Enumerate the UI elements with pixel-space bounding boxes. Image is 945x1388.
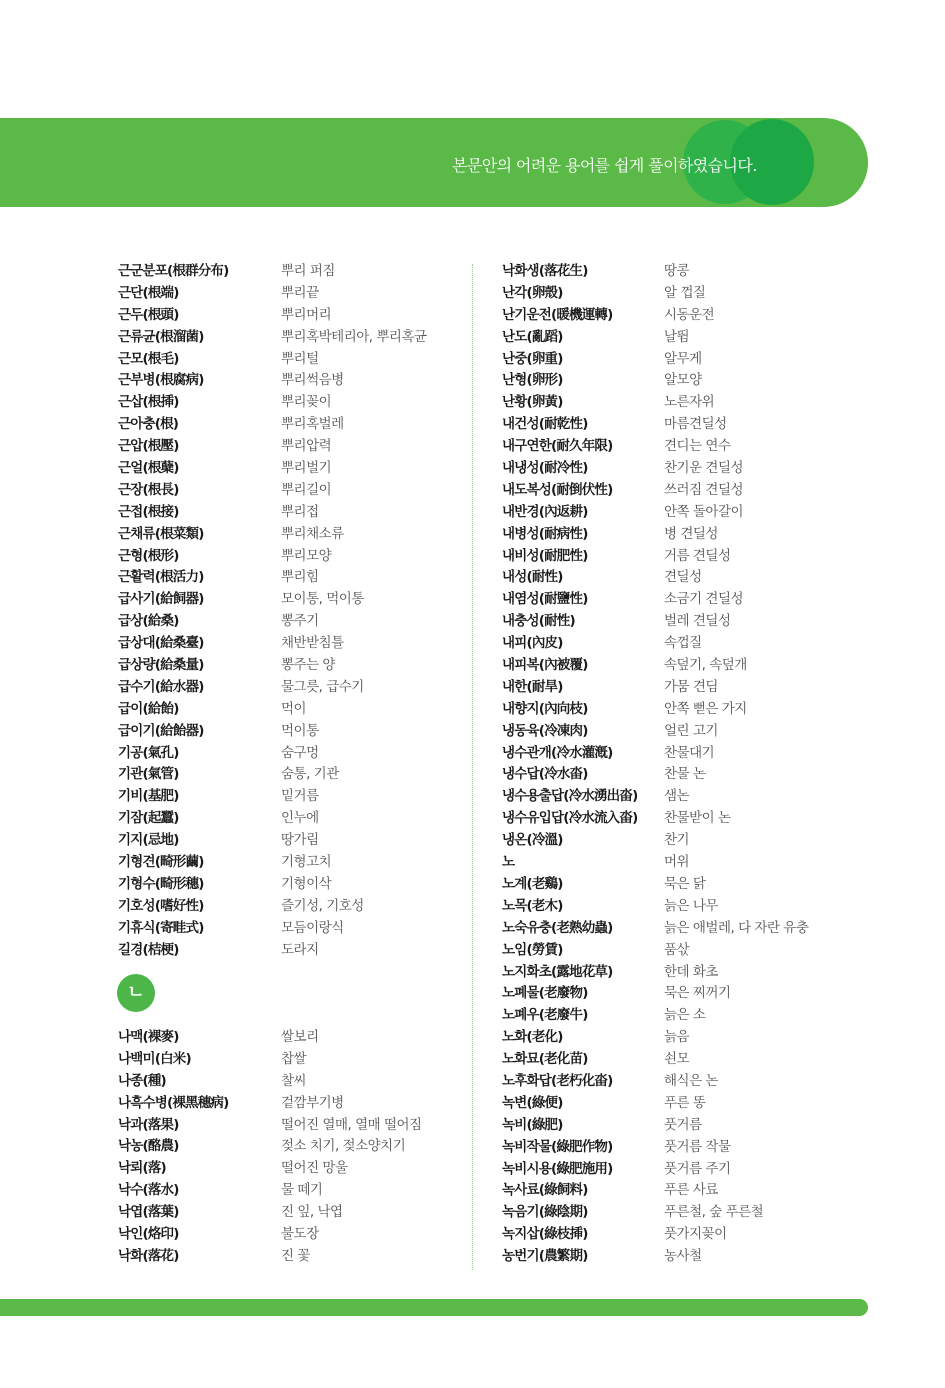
glossary-term: 내향지(內向枝) (502, 700, 588, 717)
glossary-entry (502, 567, 882, 589)
glossary-meaning: 견디는 연수 (664, 438, 731, 455)
glossary-term: 내구연한(耐久年限) (502, 438, 613, 455)
glossary-entry (118, 261, 458, 283)
glossary-entry (502, 743, 882, 765)
glossary-meaning: 해식은 논 (664, 1072, 718, 1089)
glossary-meaning: 뿌리벌기 (281, 460, 332, 477)
glossary-term: 난중(卵重) (502, 350, 563, 367)
section-badge: ㄴ (117, 974, 155, 1012)
glossary-meaning: 밑거름 (281, 788, 319, 805)
glossary-entry (118, 699, 458, 721)
glossary-meaning: 찹쌀 (281, 1050, 307, 1067)
glossary-term: 노 (502, 854, 515, 871)
glossary-entry (502, 458, 882, 480)
glossary-meaning: 물그릇, 급수기 (281, 678, 364, 695)
glossary-entry (502, 392, 882, 414)
glossary-meaning: 진 꽃 (281, 1247, 310, 1264)
glossary-meaning: 속덮기, 속덮개 (664, 657, 747, 674)
glossary-term: 난형(卵形) (502, 372, 563, 389)
glossary-term: 낙뢰(落) (118, 1160, 166, 1177)
glossary-term: 급상량(給桑量) (118, 657, 204, 674)
glossary-term: 낙화(落花) (118, 1247, 179, 1264)
glossary-entry (502, 764, 882, 786)
glossary-entry (502, 589, 882, 611)
glossary-meaning: 뿌리힘 (281, 569, 319, 586)
glossary-term: 낙농(酪農) (118, 1138, 179, 1155)
glossary-term: 근장(根長) (118, 481, 179, 498)
glossary-entry (502, 1115, 882, 1137)
glossary-term: 노폐물(老廢物) (502, 985, 588, 1002)
glossary-entry (118, 392, 458, 414)
glossary-entry (118, 1115, 458, 1137)
glossary-meaning: 불도장 (281, 1226, 319, 1243)
glossary-meaning: 찬물받이 논 (664, 810, 731, 827)
glossary-entry (118, 305, 458, 327)
glossary-meaning: 뿌리 퍼짐 (281, 263, 335, 279)
glossary-entry (502, 1246, 882, 1268)
glossary-meaning: 숨구멍 (281, 744, 319, 761)
glossary-meaning: 풋거름 (664, 1116, 702, 1133)
glossary-term: 낙과(落果) (118, 1116, 179, 1133)
glossary-meaning: 뿌리혹벌레 (281, 416, 344, 433)
glossary-meaning: 늙은 소 (664, 1007, 706, 1024)
glossary-meaning: 숨통, 기관 (281, 766, 339, 783)
glossary-entry (502, 1159, 882, 1181)
glossary-term: 기형견(畸形繭) (118, 854, 204, 871)
glossary-term: 급수기(給水器) (118, 678, 204, 695)
glossary-meaning: 소금기 견딜성 (664, 591, 744, 608)
glossary-entry (118, 1093, 458, 1115)
glossary-entry (118, 1049, 458, 1071)
glossary-term: 근압(根壓) (118, 438, 179, 455)
glossary-term: 급상(給桑) (118, 613, 179, 630)
glossary-entry (502, 1005, 882, 1027)
glossary-term: 낙수(落水) (118, 1182, 179, 1199)
glossary-term: 난기운전(暖機運轉) (502, 306, 613, 323)
glossary-meaning: 찬물 논 (664, 766, 706, 783)
glossary-meaning: 찬물대기 (664, 744, 715, 761)
glossary-meaning: 쇤모 (664, 1051, 690, 1068)
glossary-entry (118, 283, 458, 305)
glossary-entry (118, 546, 458, 568)
glossary-term: 근삽(根揷) (118, 394, 179, 411)
glossary-entry (118, 567, 458, 589)
glossary-entry (118, 480, 458, 502)
glossary-term: 나흑수병(裸黑穗病) (118, 1094, 229, 1111)
glossary-meaning: 찬기 (664, 832, 690, 849)
glossary-entry (118, 743, 458, 765)
glossary-term: 노계(老鷄) (502, 875, 563, 892)
glossary-entry (118, 874, 458, 896)
glossary-term: 급사기(給飼器) (118, 591, 204, 608)
glossary-meaning: 뿌리접 (281, 503, 319, 520)
glossary-term: 내병성(耐病性) (502, 525, 588, 542)
glossary-meaning: 땅콩 (664, 263, 690, 279)
glossary-entry (118, 436, 458, 458)
glossary-meaning: 풋거름 주기 (664, 1160, 731, 1177)
glossary-entry (118, 1202, 458, 1224)
glossary-term: 근아충(根) (118, 416, 179, 433)
glossary-term: 근단(根端) (118, 284, 179, 301)
glossary-entry (502, 721, 882, 743)
glossary-meaning: 머위 (664, 854, 690, 871)
glossary-term: 냉수답(冷水畓) (502, 766, 588, 783)
glossary-entry (502, 502, 882, 524)
glossary-entry (502, 283, 882, 305)
glossary-term: 급이(給飴) (118, 700, 179, 717)
glossary-entry (502, 962, 882, 984)
glossary-entry (118, 918, 458, 940)
glossary-meaning: 벌레 견딜성 (664, 613, 731, 630)
glossary-list-right (502, 261, 882, 1268)
glossary-entry (118, 589, 458, 611)
glossary-entry (502, 327, 882, 349)
glossary-entry (502, 1137, 882, 1159)
glossary-meaning: 농사철 (664, 1248, 702, 1265)
glossary-entry (502, 918, 882, 940)
glossary-entry (118, 458, 458, 480)
glossary-term: 노지화초(露地花草) (502, 963, 613, 980)
glossary-entry (118, 1071, 458, 1093)
glossary-term: 기지(忌地) (118, 832, 179, 849)
glossary-meaning: 모듬이랑식 (281, 919, 344, 936)
glossary-meaning: 먹이통 (281, 722, 319, 739)
glossary-term: 녹음기(綠陰期) (502, 1204, 588, 1221)
glossary-term: 나종(種) (118, 1072, 166, 1089)
glossary-meaning: 땅가림 (281, 832, 319, 849)
glossary-meaning: 풋거름 작물 (664, 1138, 731, 1155)
glossary-meaning: 뿌리끝 (281, 284, 319, 301)
glossary-entry (118, 633, 458, 655)
glossary-meaning: 시동운전 (664, 306, 715, 323)
glossary-meaning: 늙음 (664, 1029, 690, 1046)
glossary-meaning: 가뭄 견딤 (664, 678, 718, 695)
glossary-term: 근채류(根菜類) (118, 525, 204, 542)
glossary-term: 낙화생(落花生) (502, 263, 588, 279)
glossary-entry (502, 480, 882, 502)
glossary-entry (502, 1027, 882, 1049)
glossary-entry (502, 983, 882, 1005)
glossary-meaning: 채반받침틀 (281, 635, 344, 652)
glossary-entry (118, 1027, 458, 1049)
glossary-entry (502, 808, 882, 830)
glossary-term: 노폐우(老廢牛) (502, 1007, 588, 1024)
glossary-meaning: 한데 화초 (664, 963, 718, 980)
column-divider (472, 264, 473, 1270)
glossary-entry (502, 349, 882, 371)
glossary-entry (502, 655, 882, 677)
glossary-term: 내냉성(耐冷性) (502, 460, 588, 477)
glossary-entry (118, 1158, 458, 1180)
glossary-entry (118, 786, 458, 808)
glossary-meaning: 모이통, 먹이통 (281, 591, 364, 608)
glossary-meaning: 뿌리채소류 (281, 525, 344, 542)
glossary-term: 근군분포(根群分布) (118, 263, 229, 279)
glossary-term: 나백미(白米) (118, 1050, 191, 1067)
glossary-meaning: 뽕주기 (281, 613, 319, 630)
glossary-meaning: 겉깜부기병 (281, 1094, 344, 1111)
glossary-term: 농번기(農繁期) (502, 1248, 588, 1265)
glossary-term: 내건성(耐乾性) (502, 416, 588, 433)
glossary-meaning: 묵은 찌꺼기 (664, 985, 731, 1002)
glossary-term: 근부병(根腐病) (118, 372, 204, 389)
glossary-entry (502, 1224, 882, 1246)
glossary-term: 근두(根頭) (118, 306, 179, 323)
glossary-meaning: 인누에 (281, 810, 319, 827)
glossary-meaning: 샘논 (664, 788, 690, 805)
glossary-meaning: 거름 견딜성 (664, 547, 731, 564)
glossary-meaning: 떨어진 망울 (281, 1160, 348, 1177)
glossary-list-left-bottom (118, 1027, 458, 1268)
glossary-term: 근류균(根溜菌) (118, 328, 204, 345)
glossary-meaning: 푸른철, 숲 푸른철 (664, 1204, 764, 1221)
glossary-term: 노숙유충(老熟幼蟲) (502, 919, 613, 936)
glossary-entry (118, 896, 458, 918)
glossary-term: 난황(卵黃) (502, 394, 563, 411)
glossary-meaning: 찰씨 (281, 1072, 307, 1089)
glossary-term: 난각(卵殼) (502, 284, 563, 301)
glossary-meaning: 날뜀 (664, 328, 690, 345)
glossary-meaning: 쓰러짐 견딜성 (664, 481, 744, 498)
glossary-entry (502, 874, 882, 896)
footer-bar (0, 1299, 868, 1316)
glossary-entry (118, 1136, 458, 1158)
glossary-term: 기공(氣孔) (118, 744, 179, 761)
glossary-term: 급상대(給桑臺) (118, 635, 204, 652)
glossary-meaning: 쌀보리 (281, 1029, 319, 1045)
glossary-entry (118, 940, 458, 962)
glossary-entry (502, 830, 882, 852)
glossary-term: 냉동육(冷凍肉) (502, 722, 588, 739)
glossary-term: 기휴식(寄畦式) (118, 919, 204, 936)
banner-text: 본문안의 어려운 용어를 쉽게 풀이하였습니다. (452, 156, 757, 175)
glossary-meaning: 기형이삭 (281, 875, 332, 892)
glossary-term: 녹변(綠便) (502, 1094, 563, 1111)
glossary-term: 녹비(綠肥) (502, 1116, 563, 1133)
glossary-entry (118, 327, 458, 349)
glossary-meaning: 젖소 치기, 젖소양치기 (281, 1138, 406, 1155)
glossary-meaning: 늙은 애벌레, 다 자란 유충 (664, 919, 809, 936)
glossary-entry (118, 349, 458, 371)
glossary-meaning: 알 껍질 (664, 284, 706, 301)
glossary-term: 근얼(根蘖) (118, 460, 179, 477)
glossary-term: 근활력(根活力) (118, 569, 204, 586)
glossary-meaning: 얼린 고기 (664, 722, 718, 739)
glossary-entry (502, 1093, 882, 1115)
glossary-term: 녹사료(綠飼料) (502, 1182, 588, 1199)
glossary-entry (502, 1071, 882, 1093)
glossary-entry (118, 414, 458, 436)
glossary-entry (502, 546, 882, 568)
glossary-meaning: 도라지 (281, 941, 319, 958)
glossary-term: 근접(根接) (118, 503, 179, 520)
glossary-meaning: 찬기운 견딜성 (664, 460, 744, 477)
glossary-term: 내피(內皮) (502, 635, 563, 652)
glossary-term: 냉온(冷溫) (502, 832, 563, 849)
glossary-entry (502, 786, 882, 808)
glossary-meaning: 푸른 똥 (664, 1094, 706, 1111)
glossary-term: 길경(桔梗) (118, 941, 179, 958)
glossary-meaning: 마름견딜성 (664, 416, 727, 433)
glossary-term: 기형수(畸形穗) (118, 875, 204, 892)
glossary-meaning: 뿌리혹박테리아, 뿌리혹균 (281, 328, 427, 345)
glossary-meaning: 뿌리모양 (281, 547, 332, 564)
glossary-entry (502, 677, 882, 699)
glossary-term: 낙인(烙印) (118, 1226, 179, 1243)
glossary-term: 내비성(耐肥性) (502, 547, 588, 564)
glossary-entry (118, 830, 458, 852)
glossary-meaning: 물 떼기 (281, 1182, 323, 1199)
glossary-entry (502, 699, 882, 721)
glossary-term: 냉수용출답(冷水湧出畓) (502, 788, 638, 805)
glossary-entry (502, 1202, 882, 1224)
glossary-term: 낙엽(落葉) (118, 1204, 179, 1221)
glossary-term: 내도복성(耐倒伏性) (502, 481, 613, 498)
glossary-term: 내성(耐性) (502, 569, 563, 586)
glossary-term: 근모(根毛) (118, 350, 179, 367)
glossary-entry (118, 808, 458, 830)
glossary-meaning: 뿌리압력 (281, 438, 332, 455)
glossary-meaning: 풋가지꽂이 (664, 1226, 727, 1243)
glossary-entry (118, 1246, 458, 1268)
glossary-entry (118, 721, 458, 743)
glossary-meaning: 즐기성, 기호성 (281, 897, 364, 914)
glossary-meaning: 푸른 사료 (664, 1182, 718, 1199)
glossary-entry (118, 611, 458, 633)
glossary-meaning: 떨어진 열매, 열매 떨어짐 (281, 1116, 422, 1133)
header-banner (0, 118, 868, 207)
glossary-entry (118, 524, 458, 546)
glossary-entry (502, 261, 882, 283)
glossary-meaning: 견딜성 (664, 569, 702, 586)
glossary-term: 기비(基肥) (118, 788, 179, 805)
glossary-term: 녹지삽(綠枝揷) (502, 1226, 588, 1243)
glossary-entry (118, 370, 458, 392)
glossary-entry (118, 1224, 458, 1246)
glossary-term: 내반경(內返耕) (502, 503, 588, 520)
glossary-entry (502, 852, 882, 874)
glossary-meaning: 품삯 (664, 941, 690, 958)
glossary-meaning: 묵은 닭 (664, 875, 706, 892)
glossary-term: 내충성(耐性) (502, 613, 575, 630)
glossary-meaning: 속껍질 (664, 635, 702, 652)
glossary-entry (118, 502, 458, 524)
glossary-term: 내피복(內被覆) (502, 657, 588, 674)
glossary-meaning: 뿌리털 (281, 350, 319, 367)
glossary-term: 기관(氣管) (118, 766, 179, 783)
glossary-meaning: 기형고치 (281, 854, 332, 871)
glossary-meaning: 늙은 나무 (664, 897, 718, 914)
glossary-meaning: 뿌리길이 (281, 481, 332, 498)
glossary-meaning: 병 견딜성 (664, 525, 718, 542)
glossary-term: 노화묘(老化苗) (502, 1051, 588, 1068)
glossary-entry (502, 414, 882, 436)
glossary-entry (502, 524, 882, 546)
glossary-term: 냉수유입답(冷水流入畓) (502, 810, 638, 827)
glossary-term: 급이기(給飴器) (118, 722, 204, 739)
glossary-term: 기잠(起蠶) (118, 810, 179, 827)
glossary-entry (502, 305, 882, 327)
glossary-entry (118, 1180, 458, 1202)
glossary-meaning: 알모양 (664, 372, 702, 389)
glossary-entry (502, 896, 882, 918)
glossary-meaning: 안쪽 뻗은 가지 (664, 700, 747, 717)
glossary-entry (502, 1180, 882, 1202)
glossary-entry (502, 633, 882, 655)
glossary-term: 노임(勞賃) (502, 941, 563, 958)
glossary-meaning: 진 잎, 낙엽 (281, 1204, 343, 1221)
glossary-entry (118, 852, 458, 874)
glossary-entry (502, 370, 882, 392)
glossary-entry (502, 940, 882, 962)
glossary-term: 근형(根形) (118, 547, 179, 564)
glossary-term: 냉수관개(冷水灌漑) (502, 744, 613, 761)
glossary-entry (502, 611, 882, 633)
glossary-meaning: 뿌리썩음병 (281, 372, 344, 389)
glossary-entry (118, 764, 458, 786)
glossary-meaning: 뿌리꽂이 (281, 394, 332, 411)
glossary-term: 난도(亂蹈) (502, 328, 563, 345)
glossary-term: 노화(老化) (502, 1029, 563, 1046)
glossary-meaning: 노른자위 (664, 394, 715, 411)
glossary-meaning: 뿌리머리 (281, 306, 332, 323)
glossary-meaning: 알무게 (664, 350, 702, 367)
glossary-term: 노후화답(老朽化畓) (502, 1072, 613, 1089)
glossary-term: 노목(老木) (502, 897, 563, 914)
glossary-term: 기호성(嗜好性) (118, 897, 204, 914)
glossary-entry (502, 1049, 882, 1071)
glossary-meaning: 뽕주는 양 (281, 657, 335, 674)
glossary-term: 나맥(裸麥) (118, 1029, 179, 1045)
glossary-term: 내한(耐旱) (502, 678, 563, 695)
glossary-meaning: 안쪽 돌아갈이 (664, 503, 744, 520)
glossary-term: 녹비시용(綠肥施用) (502, 1160, 613, 1177)
glossary-entry (502, 436, 882, 458)
glossary-term: 내염성(耐鹽性) (502, 591, 588, 608)
glossary-meaning: 먹이 (281, 700, 307, 717)
glossary-entry (118, 655, 458, 677)
glossary-entry (118, 677, 458, 699)
glossary-term: 녹비작물(綠肥作物) (502, 1138, 613, 1155)
glossary-list-left-top (118, 261, 458, 962)
